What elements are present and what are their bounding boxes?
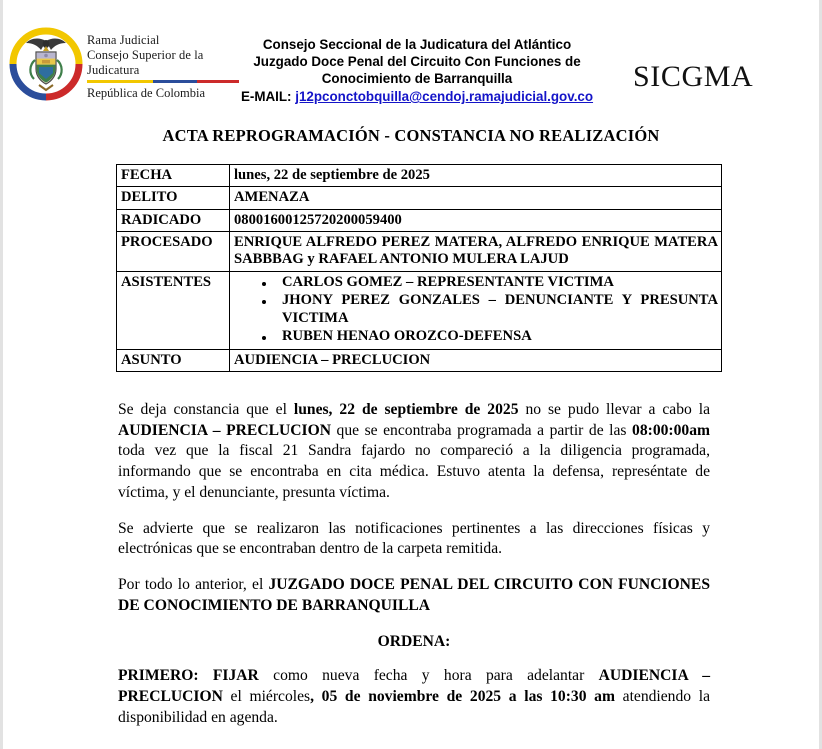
document-header bbox=[3, 22, 819, 118]
paragraph-primero-fijar bbox=[118, 666, 710, 728]
page-title: ACTA REPROGRAMACIÓN - CONSTANCIA NO REALIZACIÓN bbox=[162, 126, 660, 145]
p1-text-3: que se encontraba programada a partir de las bbox=[330, 421, 633, 439]
p3-bold-juzgado: JUZGADO DOCE PENAL DEL CIRCUITO CON FUNCIONES DE CONOCIMIENTO DE BARRANQUILLA bbox=[118, 576, 710, 614]
row-value-radicado: 08001600125720200059400 bbox=[230, 209, 722, 231]
table-row bbox=[117, 187, 722, 209]
entity-line-2: Juzgado Doce Penal del Circuito Con Funciones de bbox=[253, 54, 581, 70]
paragraph-constancia bbox=[118, 400, 710, 504]
ordena-heading: ORDENA: bbox=[377, 632, 451, 650]
p4-text-2: el miércoles bbox=[222, 688, 311, 706]
row-label-fecha: FECHA bbox=[117, 165, 230, 187]
entity-line-3: Conocimiento de Barranquilla bbox=[321, 71, 513, 87]
row-value-asistentes bbox=[230, 271, 722, 349]
p4-bold-nueva-fecha: , 05 de noviembre de 2025 a las 10:30 am bbox=[310, 688, 615, 706]
logo-line-republica: República de Colombia bbox=[87, 86, 206, 101]
table-row bbox=[117, 271, 722, 349]
p1-text-4: toda vez que la fiscal 21 Sandra fajardo no compareció a la diligencia programada, informando que se encontraba en cita médica. Estuvo atenta la defensa, represéntate de víctima, y el denunciante, presunta víctima. bbox=[118, 442, 710, 501]
email-link[interactable]: j12pconctobquilla@cendoj.ramajudicial.gov.co bbox=[295, 89, 594, 105]
p4-text-1: como nueva fecha y hora para adelantar bbox=[258, 667, 599, 685]
p1-bold-fecha: lunes, 22 de septiembre de 2025 bbox=[293, 401, 519, 418]
p1-text-1: Se deja constancia que el bbox=[118, 401, 294, 418]
row-label-delito: DELITO bbox=[117, 187, 230, 209]
email-line bbox=[217, 88, 617, 105]
document-page-content bbox=[3, 0, 819, 749]
p1-text-2: no se pudo llevar a cabo la bbox=[518, 401, 711, 418]
p1-bold-hora: 08:00:00am bbox=[632, 421, 711, 439]
p4-bold-primero: PRIMERO: FIJAR bbox=[118, 667, 259, 685]
judicial-branch-logo bbox=[9, 24, 237, 110]
case-info-table bbox=[116, 164, 722, 372]
row-value-fecha: lunes, 22 de septiembre de 2025 bbox=[230, 165, 722, 187]
colombia-judicial-emblem-icon bbox=[9, 27, 83, 101]
p4-bold-audiencia: AUDIENCIA – PRECLUCION bbox=[118, 667, 710, 706]
row-value-procesado: ENRIQUE ALFREDO PEREZ MATERA, ALFREDO ENRIQUE MATERA SABBBAG y RAFAEL ANTONIO MULERA LAJUD bbox=[230, 232, 722, 272]
list-item: JHONY PEREZ GONZALES – DENUNCIANTE Y PRESUNTA VICTIMA bbox=[260, 292, 718, 327]
rule-segment-yellow bbox=[87, 80, 153, 83]
row-label-procesado: PROCESADO bbox=[117, 232, 230, 272]
table-row bbox=[117, 349, 722, 371]
entity-line-1: Consejo Seccional de la Judicatura del Atlántico bbox=[262, 37, 572, 52]
document-body bbox=[118, 400, 710, 729]
table-row bbox=[117, 232, 722, 272]
logo-line-consejo-superior: Consejo Superior de la Judicatura bbox=[87, 47, 204, 77]
table-row bbox=[117, 209, 722, 231]
list-item: RUBEN HENAO OROZCO-DEFENSA bbox=[260, 328, 718, 346]
p1-bold-audiencia: AUDIENCIA – PRECLUCION bbox=[118, 421, 331, 439]
email-label: E-MAIL: bbox=[240, 89, 292, 105]
asistentes-list bbox=[234, 274, 718, 346]
row-label-radicado: RADICADO bbox=[117, 209, 230, 231]
list-item: CARLOS GOMEZ – REPRESENTANTE VICTIMA bbox=[260, 274, 718, 292]
p4-text-3: atendiendo la disponibilidad en agenda. bbox=[118, 688, 710, 726]
row-label-asistentes: ASISTENTES bbox=[117, 271, 230, 349]
logo-line-rama-judicial: Rama Judicial bbox=[87, 33, 160, 47]
row-value-delito: AMENAZA bbox=[230, 187, 722, 209]
table-row bbox=[117, 165, 722, 187]
paragraph-juzgado bbox=[118, 575, 710, 616]
row-label-asunto: ASUNTO bbox=[117, 349, 230, 371]
rule-segment-blue bbox=[153, 80, 197, 83]
sicgma-watermark: SICGMA bbox=[633, 60, 754, 93]
row-value-asunto: AUDIENCIA – PRECLUCION bbox=[230, 349, 722, 371]
p3-text-1: Por todo lo anterior, el bbox=[118, 576, 269, 594]
paragraph-notificaciones: Se advierte que se realizaron las notificaciones pertinentes a las direcciones físicas y electrónicas que se encontraban dentro de la carpeta remitida. bbox=[118, 519, 710, 558]
entity-heading bbox=[217, 36, 617, 105]
